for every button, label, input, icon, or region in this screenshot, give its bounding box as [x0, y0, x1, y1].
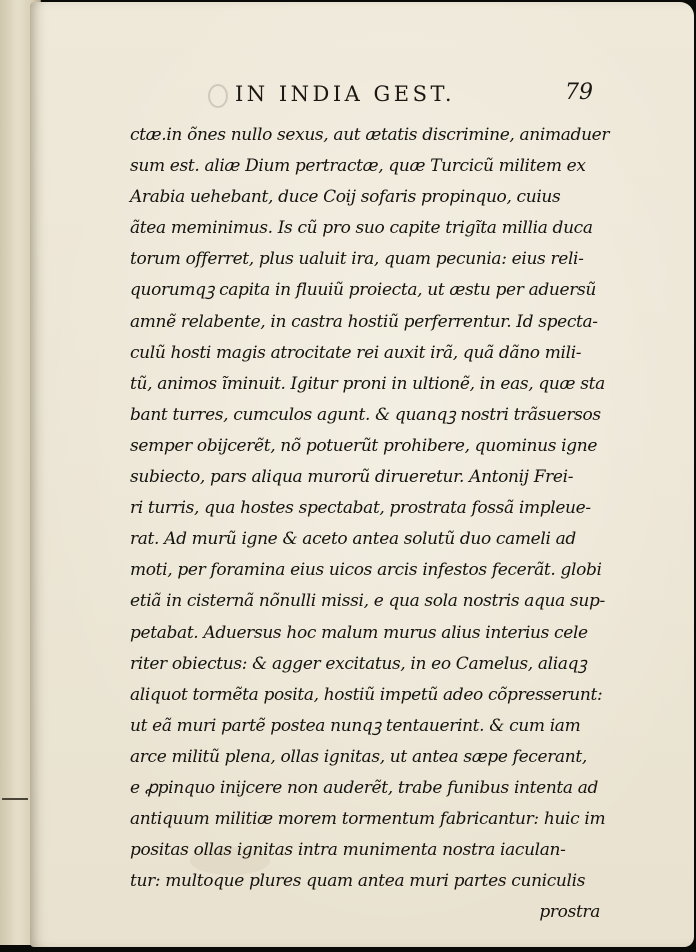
text-line: ãtea meminimus. Is cũ pro suo capite trigĩta millia duca [130, 218, 593, 239]
text-line: aliquot tormẽta posita, hostiũ impetũ adeo cõpresserunt: [130, 684, 603, 705]
text-line: rat. Ad murũ igne & aceto antea solutũ duo cameli ad [130, 529, 576, 550]
text-line: torum offerret, plus ualuit ira, quam pecunia: eius reli- [130, 249, 584, 270]
running-head: IN INDIA GEST. [235, 82, 456, 106]
text-line: ri turris, qua hostes spectabat, prostrata fossã impleue- [130, 498, 591, 519]
page-edge-mark [2, 798, 28, 800]
text-line: Arabia uehebant, duce Coij sofaris propinquo, cuius [130, 187, 561, 208]
text-line: e ꝓpinquo inijcere non auderẽt, trabe funibus intenta ad [130, 777, 599, 798]
body-text [130, 120, 610, 928]
text-line: ut eã muri partẽ postea nunqꝫ tentauerint. & cum iam [130, 715, 581, 736]
catchword: prostra [539, 902, 600, 923]
text-line: petabat. Aduersus hoc malum murus alius interius cele [130, 622, 588, 643]
text-line: bant turres, cumculos agunt. & quanqꝫ nostri trãsuersos [130, 404, 601, 425]
page-number: 79 [565, 80, 593, 105]
text-line: etiã in cisternã nõnulli missi, e qua sola nostris aqua sup- [130, 591, 605, 612]
page-header [60, 80, 630, 112]
text-line: culũ hosti magis atrocitate rei auxit irã, quã dãno mili- [130, 342, 582, 363]
text-line: arce militũ plena, ollas ignitas, ut antea sæpe fecerant, [130, 746, 587, 767]
text-line: tur: multoque plures quam antea muri partes cuniculis [130, 871, 586, 892]
text-line: antiquum militiæ morem tormentum fabricantur: huic im [130, 809, 606, 830]
show-through-mark [208, 84, 228, 108]
text-line: amnẽ relabente, in castra hostiũ perferrentur. Id specta- [130, 311, 598, 332]
text-line: semper obijcerẽt, nõ potuerũt prohibere, quominus igne [130, 435, 598, 456]
book-page [30, 2, 694, 947]
text-line: sum est. aliæ Dium pertractæ, quæ Turcicũ militem ex [130, 156, 586, 177]
text-line: quorumqꝫ capita in fluuiũ proiecta, ut æstu per aduersũ [130, 280, 596, 301]
text-line: subiecto, pars aliqua murorũ dirueretur. Antonij Frei- [130, 467, 574, 488]
text-line: positas ollas ignitas intra munimenta nostra iaculan- [130, 840, 566, 861]
text-line: ctæ.in õnes nullo sexus, aut ætatis discrimine, animaduer [130, 125, 610, 145]
text-line: riter obiectus: & agger excitatus, in eo Camelus, aliaqꝫ [130, 653, 587, 674]
text-line: tũ, animos ĩminuit. Igitur proni in ultionẽ, in eas, quæ sta [130, 373, 605, 394]
text-line: moti, per foramina eius uicos arcis infestos fecerãt. globi [130, 560, 602, 581]
